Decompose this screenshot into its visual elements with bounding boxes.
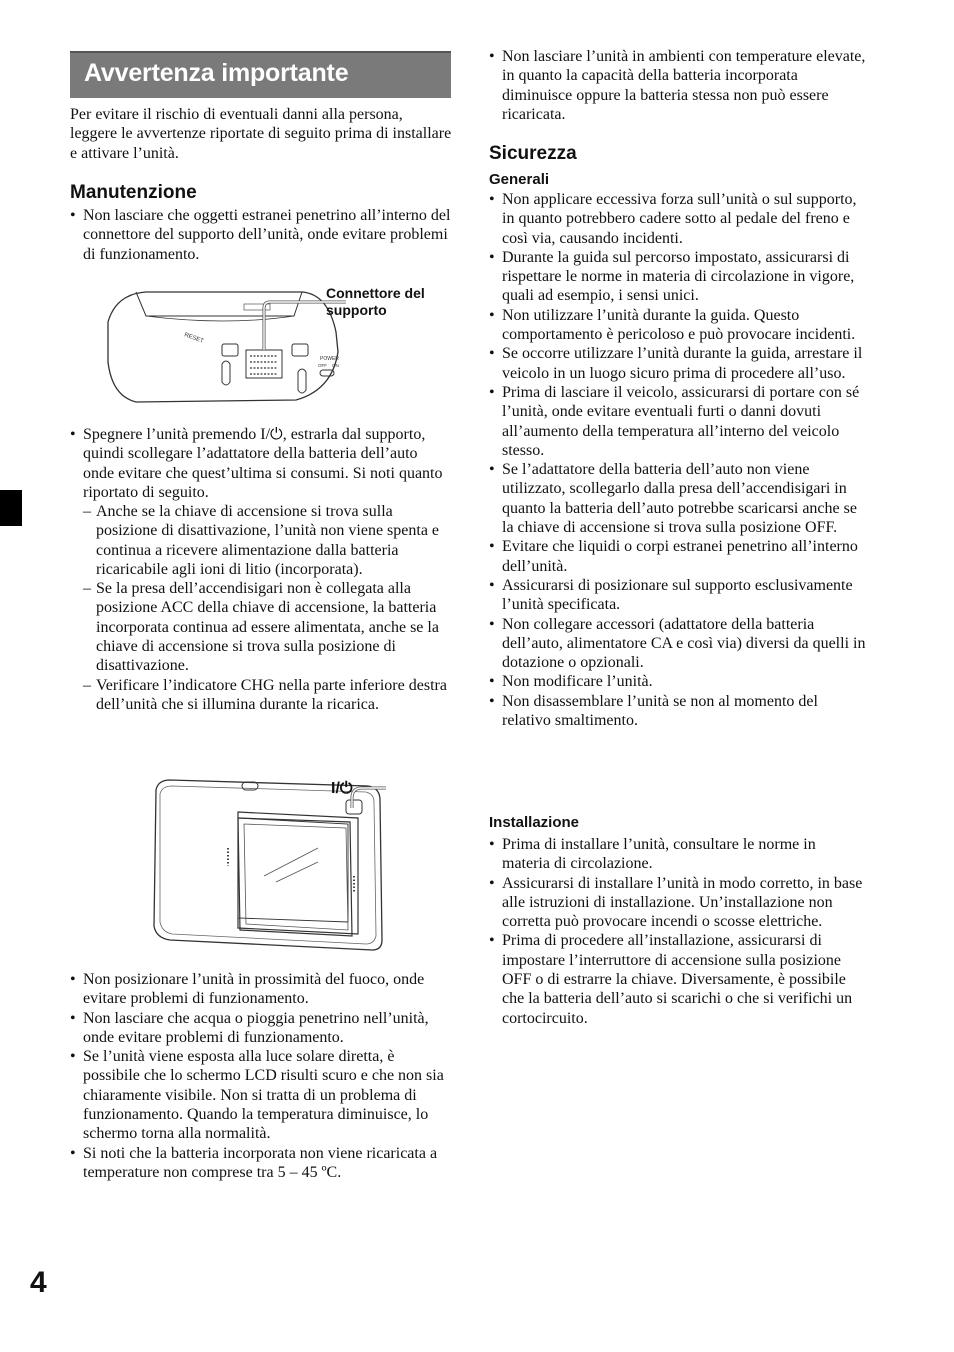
title-banner [70,51,451,98]
list-item: • Non applicare eccessiva forza sull’unità o sul supporto, in quanto potrebbero cadere sotto al pedale del freno e così via, causando incidenti. [489,190,867,248]
connector-illustration [106,282,346,406]
on-label: ON [332,363,339,368]
list-item: • Se l’unità viene esposta alla luce solare diretta, è possibile che lo schermo LCD risulti scuro e che non sia chiaramente visibile. Non si tratta di un problema di funzionamento. Quando la temperatura diminuisce, lo schermo torna alla normalità. [70,1047,452,1143]
temperature-list [489,47,867,124]
manutenzione-list-3 [70,970,452,1182]
list-item: • Prima di lasciare il veicolo, assicurarsi di portare con sé l’unità, onde evitare eventuali furti o danni dovuti all’aumento della temperatura all’interno del veicolo stesso. [489,383,867,460]
list-item: • Non posizionare l’unità in prossimità del fuoco, onde evitare problemi di funzionamento. [70,970,452,1009]
list-item: • Non utilizzare l’unità durante la guida. Questo comportamento è pericoloso e può provocare incidenti. [489,306,867,345]
heading-installazione: Installazione [489,814,580,831]
heading-sicurezza: Sicurezza [489,143,577,164]
sub-list-item: – Se la presa dell’accendisigari non è collegata alla posizione ACC della chiave di accensione, la batteria incorporata continua ad essere alimentata, anche se la chiave di accensione si trova sulla posizione di disattivazione. [83,579,452,675]
list-item: • Non modificare l’unità. [489,672,867,691]
list-item: • Spegnere l’unità premendo I/⏻, estrarla dal supporto, quindi scollegare l’adattatore della batteria dell’auto onde evitare che quest’ultima si consumi. Si noti quanto riportato di seguito. [70,425,452,502]
list-item: • Assicurarsi di posizionare sul supporto esclusivamente l’unità specificata. [489,576,867,615]
screen-frame [230,812,360,942]
manutenzione-list-1 [70,206,452,264]
page-number: 4 [30,1266,47,1299]
off-label: OFF [318,363,327,368]
manutenzione-sublist [83,502,452,714]
list-item: • Non lasciare l’unità in ambienti con temperature elevate, in quanto la capacità della batteria incorporata diminuisce oppure la batteria stessa non può essere ricaricata. [489,47,867,124]
power-label: POWER [320,356,339,362]
power-button-callout: I/⏻ [331,780,353,797]
generali-list [489,190,867,730]
sub-list-item: – Anche se la chiave di accensione si trova sulla posizione di disattivazione, l’unità non viene spenta e continua a ricevere alimentazione dalla batteria ricaricabile agli ioni di litio (incorporata). [83,502,452,579]
connector-callout-label: Connettore del supporto [326,285,425,318]
section-tab-marker [0,490,22,526]
page-title: Avvertenza importante [84,59,349,87]
list-item: • Evitare che liquidi o corpi estranei penetrino all’interno dell’unità. [489,537,867,576]
heading-manutenzione: Manutenzione [70,182,197,203]
sub-list-item: – Verificare l’indicatore CHG nella parte inferiore destra dell’unità che si illumina durante la ricarica. [83,676,452,715]
installazione-list [489,835,867,1028]
list-item: • Se l’adattatore della batteria dell’auto non viene utilizzato, scollegarlo dalla presa dell’accendisigari in quanto la batteria dell’auto potrebbe scaricarsi anche se la chiave di accensione si trova sulla posizione OFF. [489,460,867,537]
list-item: • Non disassemblare l’unità se non al momento del relativo smaltimento. [489,692,867,731]
manutenzione-list-2 [70,425,452,502]
reset-label: RESET [183,332,205,345]
list-item: • Prima di procedere all’installazione, assicurarsi di impostare l’interruttore di accensione sulla posizione OFF o di estrarre la chiave. Diversamente, è possibile che la batteria dell’auto si scarichi o che si verifichi un cortocircuito. [489,931,867,1027]
intro-paragraph: Per evitare il rischio di eventuali danni alla persona, leggere le avvertenze riportate di seguito prima di installare e attivare l’unità. [70,106,452,162]
list-item: • Assicurarsi di installare l’unità in modo corretto, in base alle istruzioni di installazione. Un’installazione non corretta può provocare incendi o scosse elettriche. [489,874,867,932]
heading-generali: Generali [489,171,550,188]
list-item: • Prima di installare l’unità, consultare le norme in materia di circolazione. [489,835,867,874]
list-item: • Si noti che la batteria incorporata non viene ricaricata a temperature non comprese tra 5 – 45 ºC. [70,1144,452,1183]
list-item: • Non lasciare che oggetti estranei penetrino all’interno del connettore del supporto dell’unità, onde evitare problemi di funzionamento. [70,206,452,264]
list-item: • Durante la guida sul percorso impostato, assicurarsi di rispettare le norme in materia di circolazione in vigore, quali ad esempio, i sensi unici. [489,248,867,306]
list-item: • Non lasciare che acqua o pioggia penetrino nell’unità, onde evitare problemi di funzionamento. [70,1009,452,1048]
list-item: • Se occorre utilizzare l’unità durante la guida, arrestare il veicolo in un luogo sicuro prima di procedere all’uso. [489,344,867,383]
list-item: • Non collegare accessori (adattatore della batteria dell’auto, alimentatore CA e così via) diversi da quelli in dotazione o opzionali. [489,615,867,673]
